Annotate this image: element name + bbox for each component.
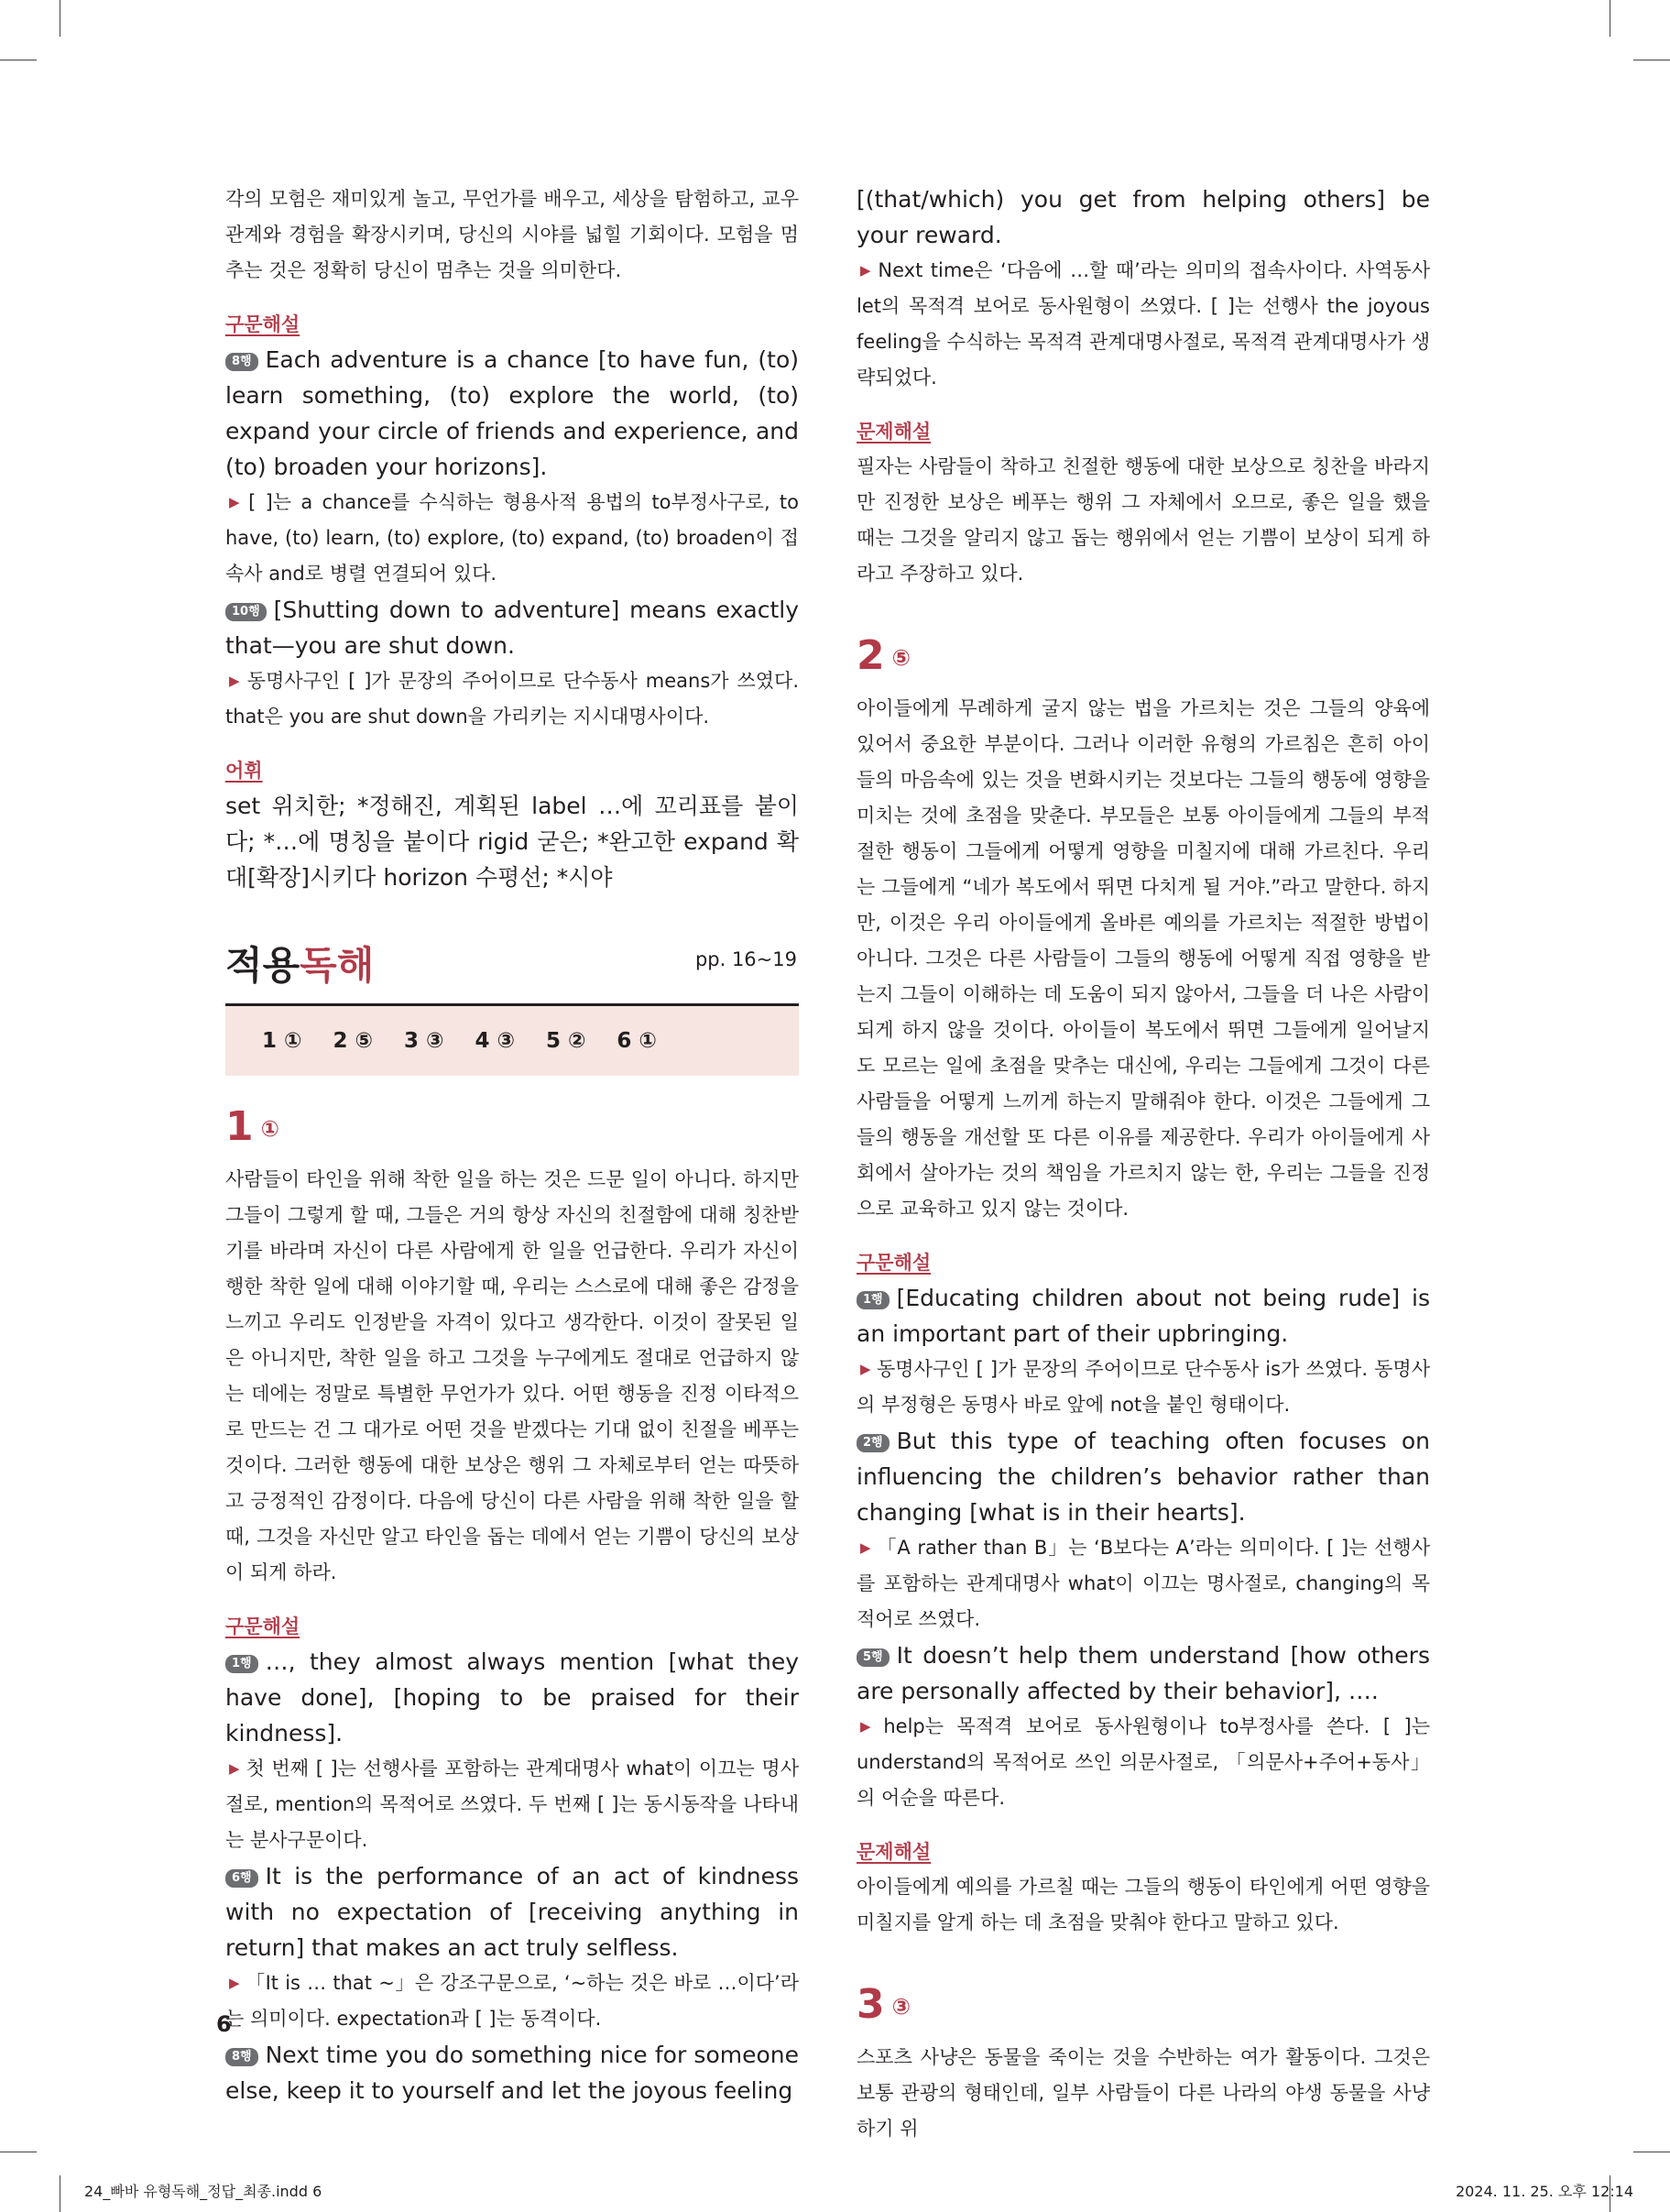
line-badge: 10행	[225, 603, 267, 621]
section-title	[225, 936, 799, 996]
question-number: 1 ①	[225, 1103, 279, 1150]
syntax-english: It is the performance of an act of kindness with no expectation of [receiving anything in return] that makes an act truly selfless.	[225, 1863, 799, 1961]
section-title-part2: 독해	[300, 943, 375, 988]
answer-item: 5 ②	[545, 1029, 586, 1053]
triangle-icon: ▶	[860, 262, 873, 279]
answer-item: 4 ③	[475, 1029, 515, 1053]
question-number: 3 ③	[857, 1981, 911, 2028]
triangle-icon: ▶	[229, 1975, 241, 1991]
triangle-icon: ▶	[229, 673, 242, 689]
syntax-english: Each adventure is a chance [to have fun, (to) learn something, (to) explore the world, (to) expand your circle of friends and experience, and (to) broaden your horizons].	[225, 346, 799, 480]
syntax-note: ▶ [ ]는 a chance를 수식하는 형용사적 용법의 to부정사구로, to have, (to) learn, (to) explore, (to) expand, (to) broaden이 접속사 and로 병렬 연결되어 있다.	[225, 491, 799, 585]
triangle-icon: ▶	[229, 1760, 241, 1777]
triangle-icon: ▶	[860, 1361, 871, 1377]
question-number: 2 ⑤	[857, 632, 911, 679]
vocab-heading: 어휘	[225, 760, 263, 782]
syntax-item	[857, 1423, 1430, 1530]
question-answer: ③	[891, 1994, 911, 2020]
section-pages: pp. 16~19	[694, 948, 797, 970]
syntax-heading: 구문해설	[225, 313, 300, 335]
syntax-note: ▶ 동명사구인 [ ]가 문장의 주어이므로 단수동사 means가 쓰였다. that은 you are shut down을 가리키는 지시대명사이다.	[225, 670, 799, 728]
syntax-english-continued: [(that/which) you get from helping others] be your reward.	[857, 186, 1430, 248]
problem-heading: 문제해설	[857, 1841, 932, 1863]
problem-explanation: 필자는 사람들이 착하고 친절한 행동에 대한 보상으로 칭찬을 바라지만 진정한 보상은 베푸는 행위 그 자체에서 오므로, 좋은 일을 했을 때는 그것을 알리지 않고 돕는 행위에서 얻는 기쁨이 보상이 되게 하라고 주장하고 있다.	[857, 455, 1430, 585]
answer-item: 3 ③	[403, 1029, 444, 1053]
problem-explanation: 아이들에게 예의를 가르칠 때는 그들의 행동이 타인에게 어떤 영향을 미칠지를 알게 하는 데 초점을 맞춰야 한다고 말하고 있다.	[857, 1876, 1430, 1933]
syntax-english: It doesn’t help them understand [how others are personally affected by their behavior], ….	[857, 1642, 1430, 1704]
question-answer: ⑤	[891, 645, 911, 671]
syntax-item	[857, 1280, 1430, 1352]
syntax-item	[225, 1644, 799, 1751]
question-translation: 아이들에게 무례하게 굴지 않는 법을 가르치는 것은 그들의 양육에 있어서 중요한 부분이다. 그러나 이러한 유형의 가르침은 흔히 아이들의 마음속에 있는 것을 변화시키는 것보다는 그들의 행동에 영향을 미치는 것에 초점을 맞춘다. 부모들은 보통 아이들에게 그들의 부적절한 행동이 그들에게 어떻게 영향을 미칠지에 대해 가르친다. 우리는 그들에게 “네가 복도에서 뛰면 다치게 될 거야.”라고 말한다. 하지만, 이것은 우리 아이들에게 올바른 예의를 가르치는 적절한 방법이 아니다. 그것은 다른 사람들이 그들의 행동에 어떻게 직접 영향을 받는지 그들이 이해하는 데 도움이 되지 않아서, 그들을 더 나은 사람이 되게 하지 않을 것이다. 아이들이 복도에서 뛰면 그들에게 일어날지도 모르는 일에 초점을 맞추는 대신에, 우리는 그들에게 그것이 다른 사람들을 어떻게 느끼게 하는지 말해줘야 한다. 이것은 그들에게 그들의 행동을 개선할 또 다른 이유를 제공한다. 우리가 아이들에게 사회에서 살아가는 것의 책임을 가르치지 않는 한, 우리는 그들을 진정으로 교육하고 있지 않는 것이다.	[857, 697, 1430, 1220]
syntax-heading: 구문해설	[225, 1615, 300, 1637]
slug-filename: 24_빠바 유형독해_정답_최종.indd 6	[84, 2183, 322, 2200]
line-badge: 8행	[225, 2048, 258, 2066]
answer-key-box	[225, 1003, 799, 1076]
line-badge: 2행	[857, 1434, 890, 1452]
syntax-english: But this type of teaching often focuses on influencing the children’s behavior rather than changing [what is in their hearts].	[857, 1428, 1430, 1526]
syntax-item	[225, 1858, 799, 1966]
slug-date: 2024. 11. 25. 오후 12:14	[1455, 2183, 1633, 2200]
syntax-english: Next time you do something nice for someone else, keep it to yourself and let the joyous feeling	[225, 2042, 799, 2104]
vocab-list: set 위치한; *정해진, 계획된 label …에 꼬리표를 붙이다; *…에 명칭을 붙이다 rigid 굳은; *완고한 expand 확대[확장]시키다 horizon 수평선; *시야	[225, 793, 799, 891]
syntax-item	[225, 2037, 799, 2108]
triangle-icon: ▶	[860, 1539, 872, 1556]
syntax-note: ▶ 「It is … that ~」은 강조구문으로, ‘~하는 것은 바로 …이다’라는 의미이다. expectation과 [ ]는 동격이다.	[225, 1972, 799, 2030]
answer-item: 6 ①	[617, 1029, 657, 1053]
intro-translation: 각의 모험은 재미있게 놀고, 무언가를 배우고, 세상을 탐험하고, 교우 관계와 경험을 확장시키며, 당신의 시야를 넓힐 기회이다. 모험을 멈추는 것은 정확히 당신이 멈추는 것을 의미한다.	[225, 188, 799, 281]
syntax-item	[225, 342, 799, 485]
syntax-item	[857, 1637, 1430, 1709]
syntax-note: ▶ 첫 번째 [ ]는 선행사를 포함하는 관계대명사 what이 이끄는 명사절로, mention의 목적어로 쓰였다. 두 번째 [ ]는 동시동작을 나타내는 분사구문이다.	[225, 1758, 799, 1851]
question-answer: ①	[260, 1116, 279, 1142]
syntax-note: ▶ Next time은 ‘다음에 …할 때’라는 의미의 접속사이다. 사역동사 let의 목적격 보어로 동사원형이 쓰였다. [ ]는 선행사 the joyous feeling을 수식하는 목적격 관계대명사절로, 목적격 관계대명사가 생략되었다.	[857, 259, 1430, 389]
right-column	[857, 181, 1430, 2147]
line-badge: 1행	[857, 1291, 890, 1309]
answer-item: 1 ①	[262, 1029, 302, 1053]
triangle-icon: ▶	[860, 1718, 879, 1735]
problem-heading: 문제해설	[857, 421, 932, 443]
syntax-english: [Educating children about not being rude] is an important part of their upbringing.	[857, 1285, 1430, 1347]
question-translation: 스포츠 사냥은 동물을 죽이는 것을 수반하는 여가 활동이다. 그것은 보통 관광의 형태인데, 일부 사람들이 다른 나라의 야생 동물을 사냥하기 위	[857, 2046, 1430, 2140]
line-badge: 5행	[857, 1648, 890, 1667]
page-number: 6	[216, 2011, 232, 2037]
question-translation: 사람들이 타인을 위해 착한 일을 하는 것은 드문 일이 아니다. 하지만 그들이 그렇게 할 때, 그들은 거의 항상 자신의 친절함에 대해 칭찬받기를 바라며 자신이 다른 사람에게 한 일을 언급한다. 우리가 자신이 행한 착한 일에 대해 이야기할 때, 우리는 스스로에 대해 좋은 감정을 느끼고 우리도 인정받을 자격이 있다고 생각한다. 이것이 잘못된 일은 아니지만, 착한 일을 하고 그것을 누구에게도 절대로 언급하지 않는 데에는 정말로 특별한 무언가가 있다. 어떤 행동을 진정 이타적으로 만드는 건 그 대가로 어떤 것을 받겠다는 기대 없이 친절을 베푸는 것이다. 그러한 행동에 대한 보상은 행위 그 자체로부터 얻는 따뜻하고 긍정적인 감정이다. 다음에 당신이 다른 사람을 위해 착한 일을 할 때, 그것을 자신만 알고 타인을 돕는 데에서 얻는 기쁨이 당신의 보상이 되게 하라.	[225, 1168, 799, 1583]
line-badge: 8행	[225, 353, 258, 371]
syntax-note: ▶ help는 목적격 보어로 동사원형이나 to부정사를 쓴다. [ ]는 understand의 목적어로 쓰인 의문사절로, 「의문사+주어+동사」의 어순을 따른다.	[857, 1715, 1431, 1809]
syntax-item	[225, 592, 799, 663]
syntax-english: [Shutting down to adventure] means exactly that—you are shut down.	[225, 597, 799, 659]
syntax-english: …, they almost always mention [what they have done], [hoping to be praised for their kindness].	[225, 1648, 799, 1747]
syntax-note: ▶ 「A rather than B」는 ‘B보다는 A’라는 의미이다. [ ]는 선행사를 포함하는 관계대명사 what이 이끄는 명사절로, changing의 목적어로 쓰였다.	[857, 1537, 1430, 1630]
section-title-part1: 적용	[225, 943, 300, 988]
answer-item: 2 ⑤	[333, 1029, 373, 1053]
triangle-icon: ▶	[229, 494, 244, 510]
left-column	[225, 181, 799, 2108]
syntax-heading: 구문해설	[857, 1252, 932, 1274]
line-badge: 1행	[225, 1655, 258, 1673]
line-badge: 6행	[225, 1869, 258, 1888]
syntax-note: ▶ 동명사구인 [ ]가 문장의 주어이므로 단수동사 is가 쓰였다. 동명사의 부정형은 동명사 바로 앞에 not을 붙인 형태이다.	[857, 1358, 1430, 1416]
